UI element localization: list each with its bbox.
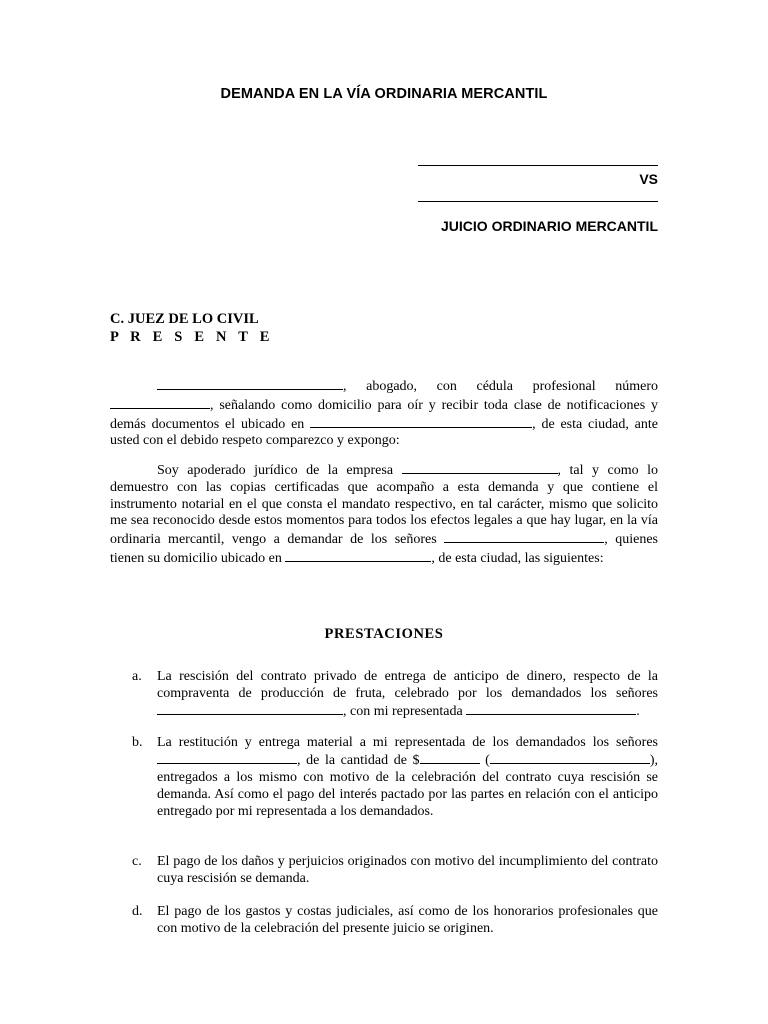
case-type-label: JUICIO ORDINARIO MERCANTIL <box>441 218 658 234</box>
item-b-text-3: ( <box>485 753 490 768</box>
presente-label: P R E S E N T E <box>110 329 274 345</box>
item-b-amount-blank <box>420 751 480 764</box>
versus-label: VS <box>639 171 658 187</box>
list-item <box>110 853 658 887</box>
intro-text-2: , señalando como domicilio para oír y recibir toda clase de notificaciones y demás documentos el ubicado en <box>110 397 658 432</box>
document-title: DEMANDA EN LA VÍA ORDINARIA MERCANTIL <box>220 86 548 102</box>
intro-text-3: , de esta ciudad, ante usted con el debido respeto comparezco y expongo: <box>110 416 658 449</box>
item-a-representative-blank <box>466 702 636 715</box>
list-marker: a. <box>132 669 142 684</box>
defendants-address-blank <box>285 549 431 562</box>
item-b-names-blank <box>157 751 297 764</box>
list-item <box>110 734 658 820</box>
body-text-2: , tal y como lo demuestro con las copias certificadas que acompaño a esta demanda y que contiene el instrumento notarial en el que consta el mandato respectivo, en tal carácter, mismo que solicito me sea reconocido desde estos momentos para todos los efectos legales a que hay lugar, en la vía ordinaria mercantil, vengo a demandar de los señores <box>110 463 658 548</box>
defendant-blank-line <box>418 201 658 202</box>
item-b-text-1: La restitución y entrega material a mi representada de los demandados los señores <box>157 735 658 750</box>
list-marker: b. <box>132 735 143 750</box>
list-item <box>110 668 658 720</box>
body-text-3: , quienes tienen su domicilio ubicado en <box>110 532 659 566</box>
intro-paragraph <box>110 377 658 450</box>
item-a-names-blank <box>157 702 343 715</box>
item-a-text-1: La rescisión del contrato privado de entrega de anticipo de dinero, respecto de la compraventa de producción de fruta, celebrado por los demandados los señores <box>157 669 658 701</box>
body-text-1: Soy apoderado jurídico de la empresa <box>157 463 394 478</box>
item-a-text-2: , con mi representada <box>343 704 463 719</box>
list-marker: c. <box>132 854 142 869</box>
item-c-text: El pago de los daños y perjuicios originados con motivo del incumplimiento del contrato cuya rescisión se demanda. <box>157 854 658 886</box>
company-name-blank <box>402 461 558 474</box>
list-marker: d. <box>132 904 143 919</box>
list-item <box>110 903 658 937</box>
judge-label: C. JUEZ DE LO CIVIL <box>110 311 259 327</box>
lawyer-name-blank <box>157 377 343 390</box>
plaintiff-blank-line <box>418 165 658 166</box>
body-text-4: , de esta ciudad, las siguientes: <box>431 550 604 566</box>
address-blank <box>310 415 532 428</box>
body-paragraph <box>110 461 658 568</box>
item-d-text: El pago de los gastos y costas judiciales, así como de los honorarios profesionales que con motivo de la celebración del presente juicio se originen. <box>157 904 658 936</box>
intro-text-1: , abogado, con cédula profesional número <box>343 379 658 394</box>
item-b-text-4: ), entregados a los mismo con motivo de la celebración del contrato cuya rescisión se demanda. Así como el pago del interés pactado por las partes en relación con el anticipo entregado por mi representada a los demandados. <box>157 753 659 819</box>
item-a-text-3: . <box>636 704 640 719</box>
license-number-blank <box>110 396 210 409</box>
addressee-block <box>110 310 274 346</box>
item-b-text-2: , de la cantidad de $ <box>297 753 420 768</box>
defendants-names-blank <box>444 530 604 543</box>
item-b-amount-words-blank <box>490 751 650 764</box>
prestaciones-heading: PRESTACIONES <box>324 626 444 642</box>
